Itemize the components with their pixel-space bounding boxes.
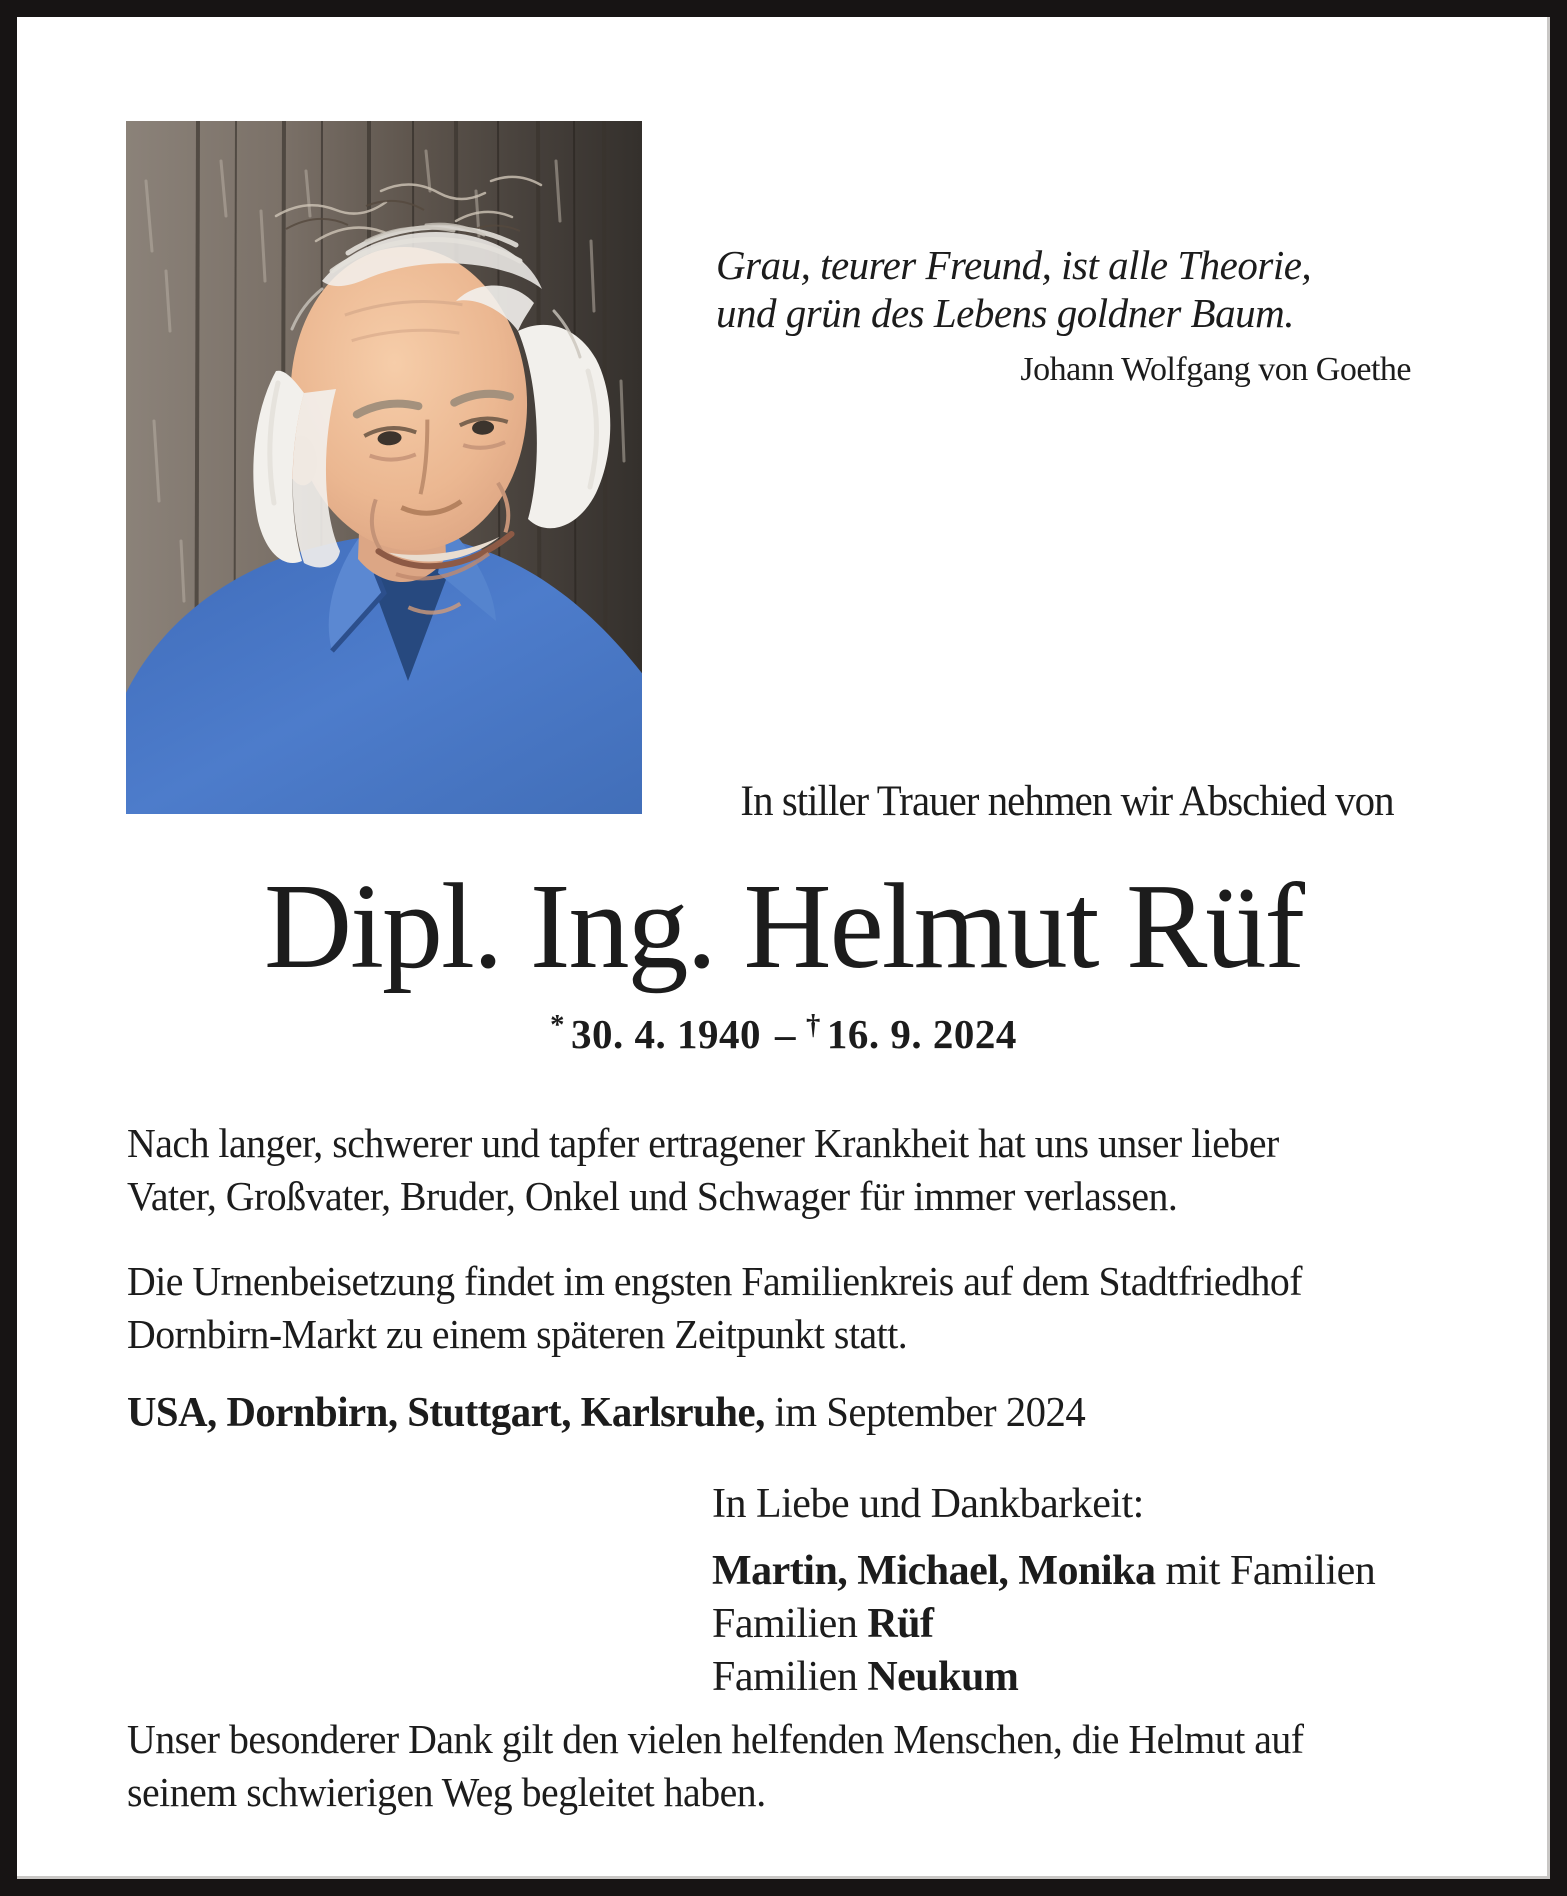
paragraph-condolence [127, 1117, 1314, 1223]
mourners-line-2-prefix: Familien [712, 1601, 858, 1647]
mourners-line-1 [712, 1545, 1375, 1598]
dateline-date: im September 2024 [774, 1390, 1086, 1436]
quote-line-2: und grün des Lebens goldner Baum. [716, 290, 1294, 336]
death-date: 16. 9. 2024 [826, 1011, 1017, 1057]
quote-attribution: Johann Wolfgang von Goethe [1020, 351, 1411, 388]
mourners-lines [712, 1545, 1375, 1704]
birth-symbol: * [550, 1009, 565, 1041]
intro-line: In stiller Trauer nehmen wir Abschied von [740, 778, 1394, 825]
paragraph-burial-line-2: Dornbirn-Markt zu einem späteren Zeitpunkt statt. [127, 1311, 908, 1357]
paragraph-burial [127, 1255, 1338, 1361]
portrait-photo [126, 121, 642, 814]
paragraph-thanks-line-1: Unser besonderer Dank gilt den vielen helfenden Menschen, die Helmut auf [127, 1716, 1304, 1762]
portrait-photo-art [126, 121, 642, 814]
deceased-name: Dipl. Ing. Helmut Rüf [264, 859, 1303, 994]
mourners-line-3-name: Neukum [867, 1654, 1019, 1700]
paper-area [17, 17, 1550, 1879]
mourners-line-2 [712, 1598, 1375, 1651]
paragraph-condolence-line-2: Vater, Großvater, Bruder, Onkel und Schwager für immer verlassen. [127, 1173, 1178, 1219]
mourners-line-2-name: Rüf [867, 1601, 934, 1647]
paragraph-condolence-line-1: Nach langer, schwerer und tapfer ertragener Krankheit hat uns unser lieber [127, 1120, 1279, 1166]
quote-block [716, 241, 1411, 389]
paragraph-thanks [127, 1713, 1340, 1819]
birth-date: 30. 4. 1940 [571, 1011, 761, 1057]
mourners-block [712, 1479, 1375, 1704]
mourners-heading: In Liebe und Dankbarkeit: [712, 1481, 1144, 1527]
mourners-line-3 [712, 1651, 1375, 1704]
mourners-line-1-rest: mit Familien [1165, 1548, 1376, 1594]
paragraph-burial-line-1: Die Urnenbeisetzung findet im engsten Familienkreis auf dem Stadtfriedhof [127, 1258, 1303, 1304]
paragraph-thanks-line-2: seinem schwierigen Weg begleitet haben. [127, 1769, 766, 1815]
dateline-places: USA, Dornbirn, Stuttgart, Karlsruhe, [127, 1390, 765, 1436]
mourners-line-1-names: Martin, Michael, Monika [712, 1548, 1156, 1594]
dateline [127, 1389, 1085, 1437]
quote-line-1: Grau, teurer Freund, ist alle Theorie, [716, 242, 1312, 288]
death-symbol: † [806, 1009, 821, 1041]
life-dates [17, 1009, 1550, 1058]
mourners-line-3-prefix: Familien [712, 1654, 858, 1700]
dates-separator: – [775, 1011, 796, 1057]
